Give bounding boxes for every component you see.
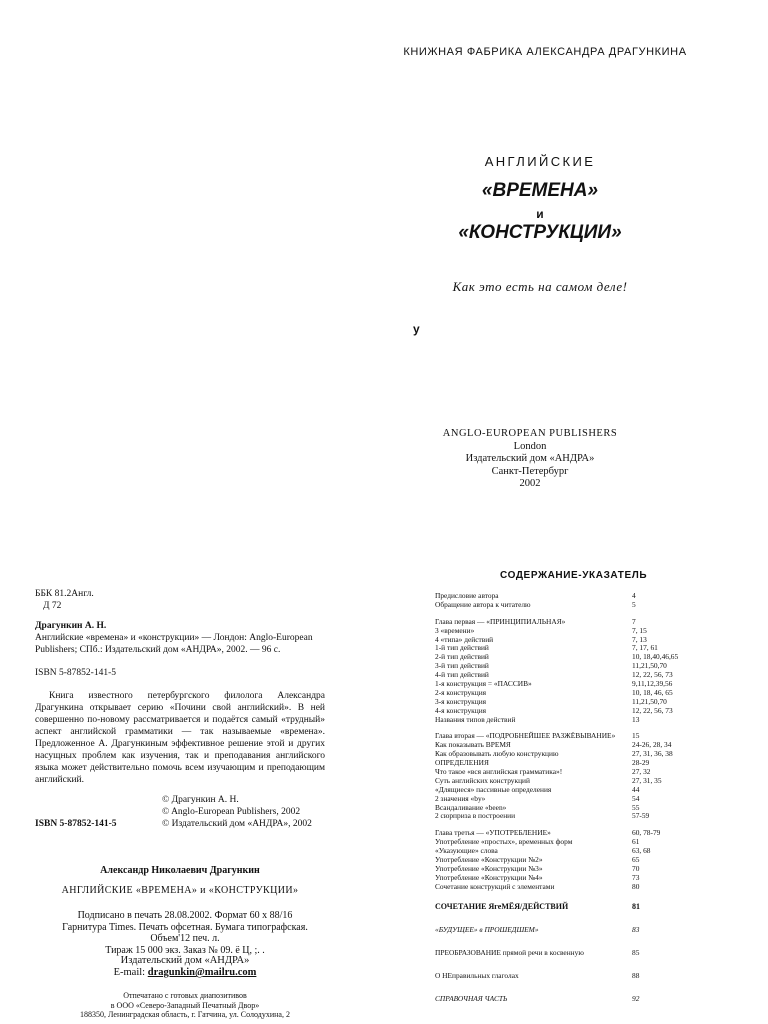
author-name: Драгункин А. Н. — [35, 621, 107, 631]
toc-entry-page: 85 — [632, 947, 640, 957]
toc-entry-page: 44 — [632, 784, 640, 794]
udk-line: Д 72 — [43, 601, 62, 611]
publisher-line: Санкт-Петербург — [491, 465, 569, 477]
toc-entry-page: 70 — [632, 863, 640, 873]
isbn-bold: ISBN 5-87852-141-5 — [35, 819, 117, 829]
toc-entry-page: 4 — [632, 591, 636, 600]
toc-entry-page: 7, 15 — [632, 625, 647, 635]
printed-line: 188350, Ленинградская область, г. Гатчина, ул. Солодухина, 2 — [80, 1010, 290, 1019]
toc-entry — [435, 972, 745, 984]
toc-entry-page: 27, 32 — [632, 767, 651, 777]
toc-entry — [435, 812, 745, 821]
toc-entry-title: 4-я конструкция — [435, 705, 487, 715]
toc-entry-page: 61 — [632, 837, 640, 847]
publisher-line: London — [513, 440, 547, 452]
bibliographic-description: Английские «времена» и «конструкции» — Лондон: Anglo-European Publishers; СПб.: Издательский дом «АНДРА», 2002. — 96 с. — [35, 633, 313, 655]
toc-entry-page: 73 — [632, 872, 640, 882]
toc-entry-title: СОЧЕТАНИЕ ЯгеМЁЯ/ДЕЙСТВИЙ — [435, 901, 569, 911]
toc-entry — [435, 883, 745, 892]
toc-entry-page: 60, 78-79 — [632, 828, 661, 838]
toc-entry — [435, 716, 745, 725]
toc-entry-title: Глава первая — «ПРИНЦИПИАЛЬНАЯ» — [435, 616, 566, 626]
copyright-line: © Anglo-European Publishers, 2002 — [162, 807, 301, 817]
toc-entry-page: 7, 13 — [632, 634, 647, 644]
toc-entry-title: «Указующие» слова — [435, 846, 498, 856]
toc-entry-title: Обращение автора к читателю — [435, 599, 531, 609]
toc-entry-page: 81 — [632, 901, 640, 911]
publisher-line: Издательский дом «АНДРА» — [465, 453, 595, 464]
print-info-line: Подписано в печать 28.08.2002. Формат 60 х 88/16 — [77, 910, 293, 921]
toc-entry-page: 57-59 — [632, 811, 650, 821]
publishing-house — [50, 955, 320, 979]
toc-entry-title: 1-я конструкция = «ПАССИВ» — [435, 679, 532, 689]
toc-entry-page: 54 — [632, 793, 640, 803]
toc-entry-page: 92 — [632, 993, 640, 1003]
printed-line: в ООО «Северо-Западный Печатный Двор» — [110, 1000, 260, 1010]
toc-entry-title: Употребление «Конструкции №4» — [435, 872, 543, 882]
copyright-line: © Издательский дом «АНДРА», 2002 — [162, 819, 312, 829]
toc-entry-title: 3-я конструкция — [435, 696, 487, 706]
toc-entry-title: Что такое «вся английская грамматика»! — [435, 767, 563, 777]
bbk-line: ББК 81.2Англ. — [35, 589, 94, 599]
toc-entry-page: 12, 22, 56, 73 — [632, 705, 673, 715]
publisher-line: ANGLO-EUROPEAN PUBLISHERS — [442, 428, 618, 439]
isbn: ISBN 5-87852-141-5 — [35, 668, 117, 678]
title-constructions: «КОНСТРУКЦИИ» — [458, 222, 622, 243]
email-label: E-mail: — [113, 967, 146, 978]
toc-entry — [435, 995, 745, 1007]
toc-entry-page: 10, 18,40,46,65 — [632, 652, 679, 662]
toc-entry-title: Глава вторая — «ПОДРОБНЕЙШЕЕ РАЗЖЁВЫВАНИЕ» — [435, 731, 616, 741]
toc-entry-title: СПРАВОЧНАЯ ЧАСТЬ — [435, 993, 508, 1003]
toc-entry — [435, 618, 745, 627]
toc-entry-title: 1-й тип действий — [435, 643, 489, 653]
copyright-block — [162, 794, 312, 830]
toc-entry-title: ОПРЕДЕЛЕНИЯ — [435, 758, 489, 768]
toc-entry-title: 2 значения «by» — [435, 793, 486, 803]
toc-entry — [435, 926, 745, 938]
bbk-code — [35, 588, 94, 612]
toc-entry-title: «Длящиеся» пассивные определения — [435, 784, 552, 794]
toc-entry-title: 2-я конструкция — [435, 687, 487, 697]
table-of-contents — [435, 592, 745, 1007]
toc-entry-title: ПРЕОБРАЗОВАНИЕ прямой речи в косвенную — [435, 947, 584, 957]
title-and: и — [536, 207, 544, 221]
tagline: Как это есть на самом деле! — [452, 279, 628, 294]
house-name: Издательский дом «АНДРА» — [120, 955, 250, 966]
toc-entry-title: О НЕправильных глаголах — [435, 970, 519, 980]
title-line-1: АНГЛИЙСКИЕ — [484, 154, 596, 169]
toc-entry-title: 2 сюрприза в построении — [435, 811, 516, 821]
annotation: Книга известного петербургского филолога Александра Драгункина открывает серию «Почини свой английский». В ней совершенно по-новому рассматривается и подаётся самый «трудный» аспект английской грамматики — так называемые «времена». Предложенное А. Драгункиным эффективное решение этой и других насущных проблем как изучения, так и преподавания английского языка может действительно помочь всем изучающим и преподающим английский. — [35, 691, 325, 785]
copyright-line: © Драгункин А. Н. — [162, 795, 239, 805]
toc-entry-page: 10, 18, 46, 65 — [632, 687, 673, 697]
toc-entry-title: Как показывать ВРЕМЯ — [435, 740, 511, 750]
toc-entry-page: 80 — [632, 881, 640, 891]
toc-entry-title: «БУДУЩЕЕ» в ПРОШЕДШЕМ» — [435, 924, 539, 934]
toc-entry-page: 88 — [632, 970, 640, 980]
stray-mark: у — [413, 322, 420, 336]
toc-title: СОДЕРЖАНИЕ-УКАЗАТЕЛЬ — [500, 570, 648, 581]
toc-entry-page: 12, 22, 56, 73 — [632, 670, 673, 680]
toc-entry-page: 28-29 — [632, 758, 650, 768]
toc-entry-page: 5 — [632, 599, 636, 609]
email-link[interactable]: dragunkin@mailru.com — [147, 967, 257, 978]
toc-entry-page: 63, 68 — [632, 846, 651, 856]
email-line — [50, 967, 320, 979]
toc-entry-page: 7, 17, 61 — [632, 643, 658, 653]
toc-entry-title: Суть английских конструкций — [435, 775, 530, 785]
publisher-header: КНИЖНАЯ ФАБРИКА АЛЕКСАНДРА ДРАГУНКИНА — [403, 46, 687, 58]
toc-entry-title: Предисловие автора — [435, 591, 499, 600]
printing-house-info — [50, 991, 320, 1020]
toc-entry-title: 4-й тип действий — [435, 670, 489, 680]
toc-entry-page: 24-26, 28, 34 — [632, 740, 672, 750]
toc-entry-title: Употребление «Конструкции №3» — [435, 863, 543, 873]
toc-entry-title: Как образовывать любую конструкцию — [435, 749, 559, 759]
print-info-line: Тираж 15 000 экз. Заказ № 09. ё Ц, ;. . — [105, 944, 265, 956]
toc-entry-title: Всандаливание «been» — [435, 802, 507, 812]
toc-entry-page: 83 — [632, 924, 640, 934]
toc-entry-title: 3-й тип действий — [435, 661, 489, 671]
toc-entry-title: 3 «времени» — [435, 625, 475, 635]
print-info-line: Гарнитура Times. Печать офсетная. Бумага типографская. Объем'12 печ. л. — [62, 921, 308, 944]
printed-line: Отпечатано с готовых диапозитивов — [123, 991, 247, 1000]
toc-entry-page: 15 — [632, 731, 640, 741]
toc-entry-title: Употребление «простых», временных форм — [435, 837, 573, 847]
toc-entry-page: 27, 31, 35 — [632, 775, 662, 785]
toc-entry-title: 4 «типа» действий — [435, 634, 494, 644]
toc-entry-title: Сочетание конструкций с элементами — [435, 881, 555, 891]
toc-entry-page: 11,21,50,70 — [632, 696, 667, 706]
toc-entry-title: Глава третья — «УПОТРЕБЛЕНИЕ» — [435, 828, 551, 838]
toc-entry-title: 2-й тип действий — [435, 652, 489, 662]
publisher-block — [430, 428, 630, 491]
toc-entry — [435, 903, 745, 915]
book-title: АНГЛИЙСКИЕ «ВРЕМЕНА» и «КОНСТРУКЦИИ» — [61, 885, 299, 896]
title-times: «ВРЕМЕНА» — [481, 180, 599, 201]
publisher-line: 2002 — [519, 478, 541, 489]
toc-entry-page: 55 — [632, 802, 640, 812]
print-info — [50, 910, 320, 956]
toc-entry-title: Употребление «Конструкции №2» — [435, 855, 543, 865]
toc-entry-page: 11,21,50,70 — [632, 661, 667, 671]
toc-entry-page: 27, 31, 36, 38 — [632, 749, 673, 759]
toc-entry-page: 13 — [632, 714, 640, 724]
author-full-name: Александр Николаевич Драгункин — [100, 865, 260, 876]
toc-entry — [435, 601, 745, 610]
toc-entry-page: 65 — [632, 855, 640, 865]
toc-entry-page: 9,11,12,39,56 — [632, 679, 673, 689]
toc-entry — [435, 949, 745, 961]
toc-entry-title: Названия типов действий — [435, 714, 516, 724]
bibliographic-entry — [35, 620, 325, 656]
toc-entry-page: 7 — [632, 616, 636, 626]
